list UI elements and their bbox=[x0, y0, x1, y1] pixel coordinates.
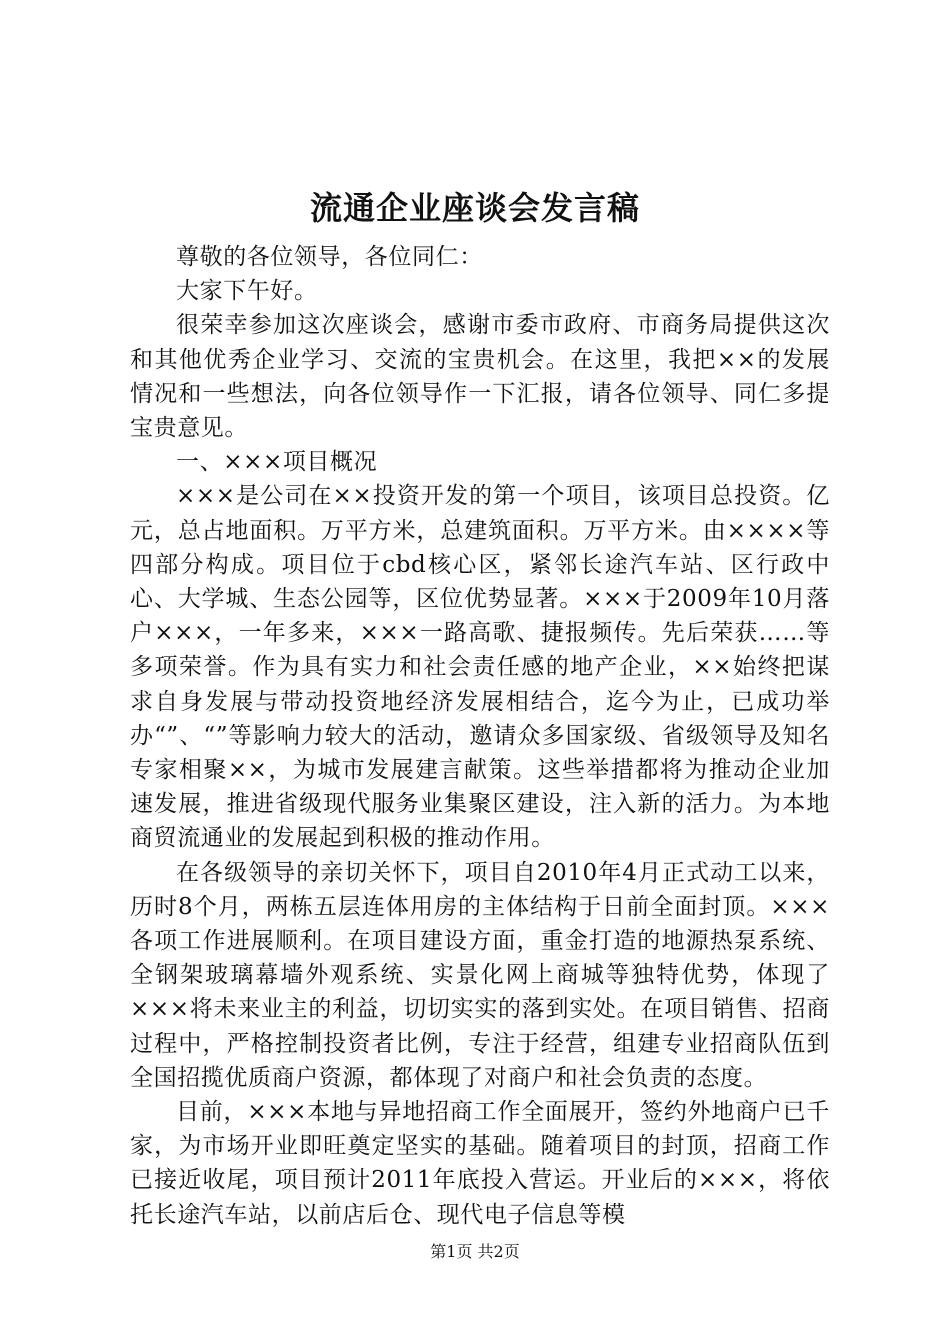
paragraph-construction: 在各级领导的亲切关怀下，项目自2010年4月正式动工以来，历时8个月，两栋五层连体用房的主体结构于日前全面封顶。×××各项工作进展顺利。在项目建设方面，重金打造的地源热泵系统、全钢架玻璃幕墙外观系统、实景化网上商城等独特优势，体现了×××将未来业主的利益，切切实实的落到实处。在项目销售、招商过程中，严格控制投资者比例，专注于经营，组建专业招商队伍到全国招揽优质商户资源，都体现了对商户和社会负责的态度。 bbox=[130, 859, 830, 1091]
paragraph-salutation: 尊敬的各位领导，各位同仁： bbox=[176, 244, 483, 270]
paragraph-greeting: 大家下午好。 bbox=[176, 278, 318, 305]
section-heading: 一、×××项目概况 bbox=[176, 449, 378, 476]
paragraph-intro: 很荣幸参加这次座谈会，感谢市委市政府、市商务局提供这次和其他优秀企业学习、交流的宝贵机会。在这里，我把××的发展情况和一些想法，向各位领导作一下汇报，请各位领导、同仁多提宝贵意见。 bbox=[130, 312, 830, 442]
document-title: 流通企业座谈会发言稿 bbox=[309, 189, 640, 227]
document-body bbox=[130, 240, 830, 1232]
page-footer: 第1页 共2页 bbox=[430, 1242, 520, 1261]
paragraph-current-status: 目前，×××本地与异地招商工作全面展开，签约外地商户已千家，为市场开业即旺奠定坚实的基础。随着项目的封顶，招商工作已接近收尾，项目预计2011年底投入营运。开业后的×××，将依托长途汽车站，以前店后仓、现代电子信息等模 bbox=[130, 1099, 830, 1228]
paragraph-project-overview: ×××是公司在××投资开发的第一个项目，该项目总投资。亿元，总占地面积。万平方米，总建筑面积。万平方米。由××××等四部分构成。项目位于cbd核心区，紧邻长途汽车站、区行政中心、大学城、生态公园等，区位优势显著。×××于2009年10月落户×××，一年多来，×××一路高歌、捷报频传。先后荣获……等多项荣誉。作为具有实力和社会责任感的地产企业，××始终把谋求自身发展与带动投资地经济发展相结合，迄今为止，已成功举办“”、“”等影响力较大的活动，邀请众多国家级、省级领导及知名专家相聚××，为城市发展建言献策。这些举措都将为推动企业加速发展，推进省级现代服务业集聚区建设，注入新的活力。为本地商贸流通业的发展起到积极的推动作用。 bbox=[130, 483, 830, 852]
